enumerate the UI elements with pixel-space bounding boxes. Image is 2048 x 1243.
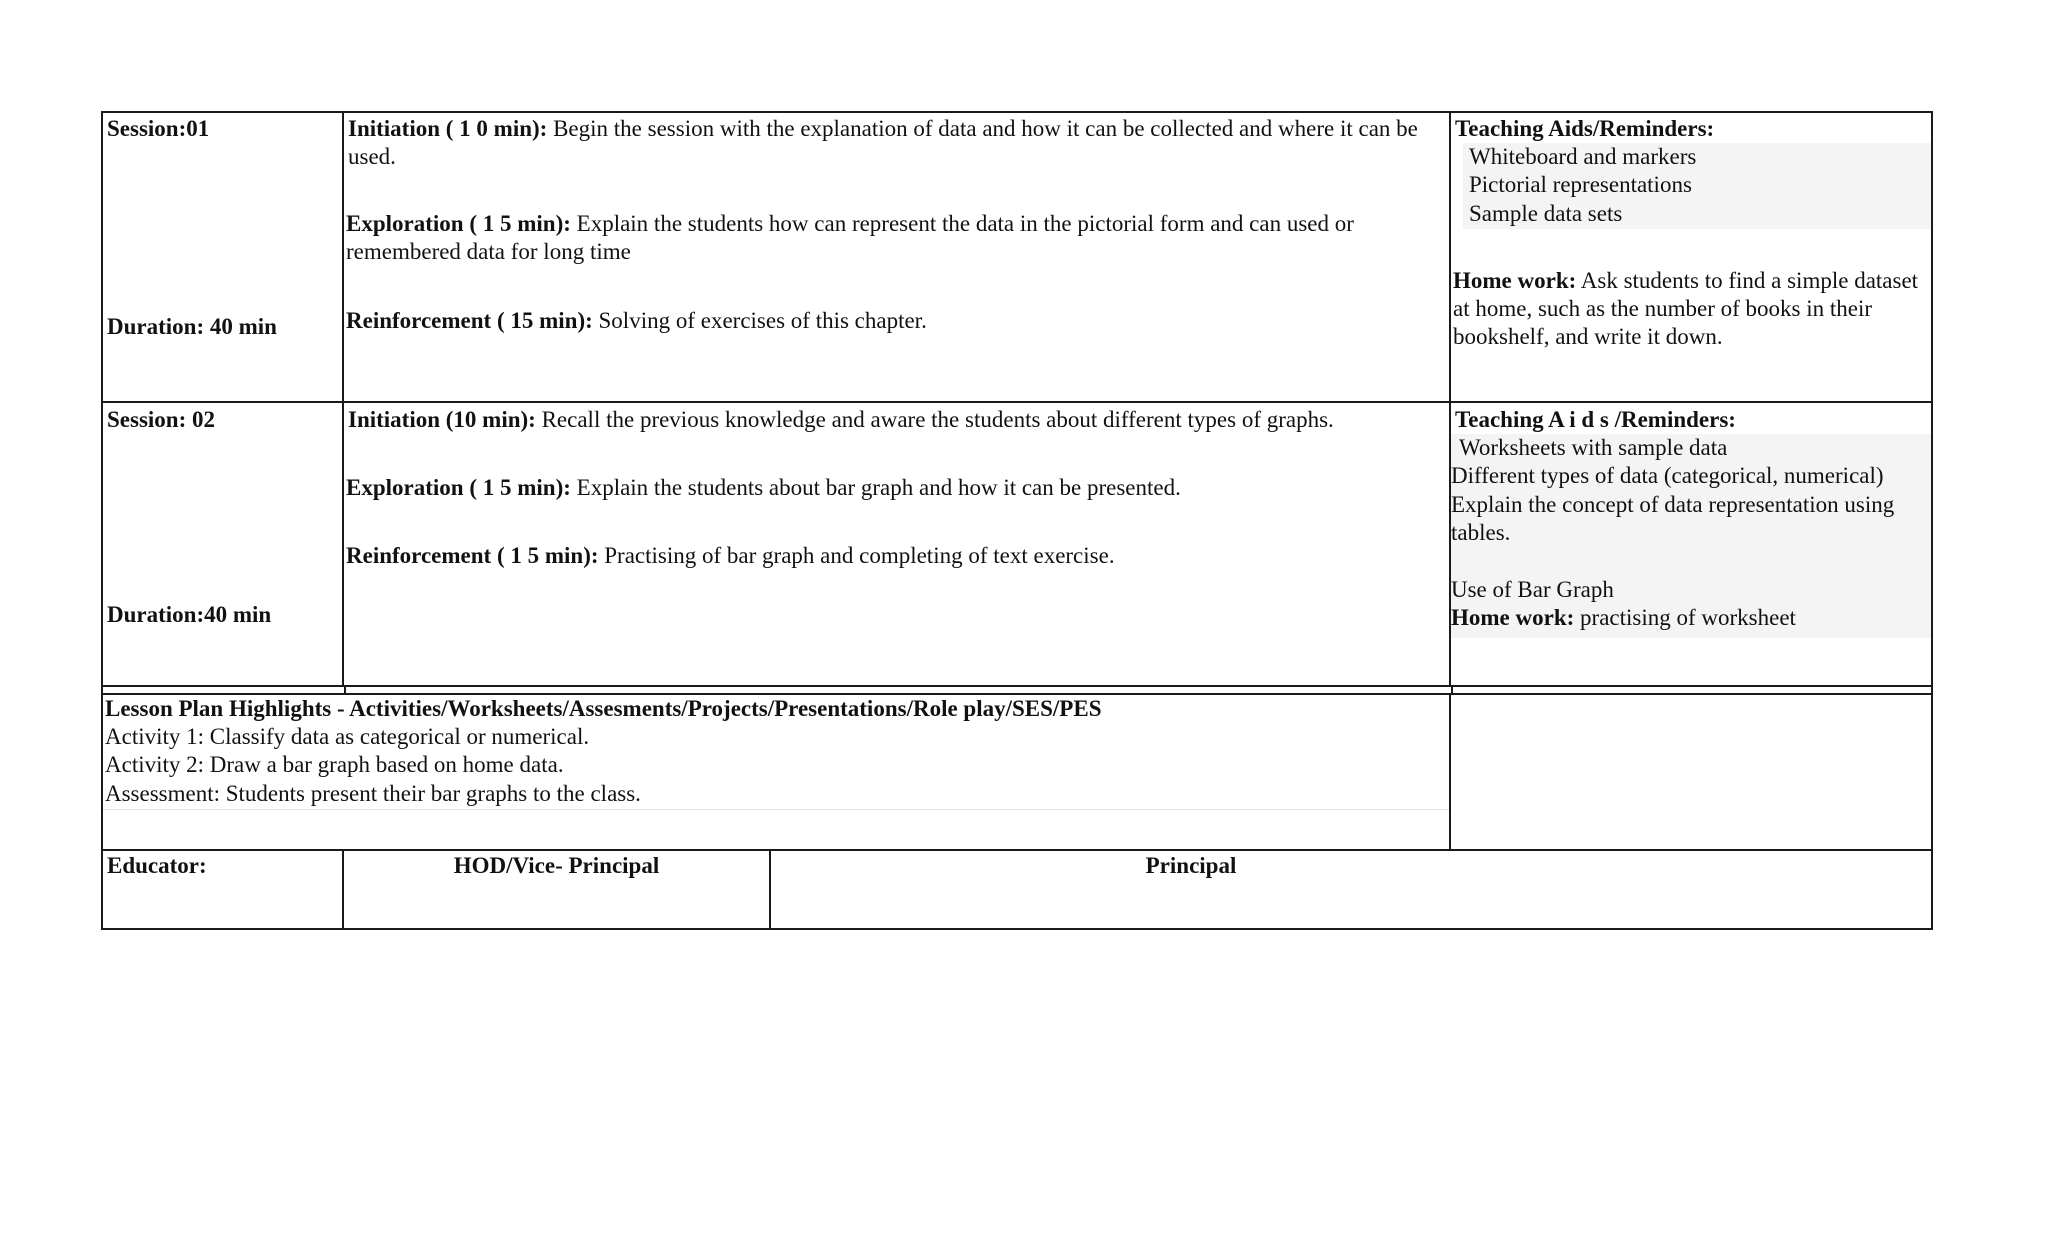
principal-cell [769, 849, 1933, 930]
session1-aids-cell [1449, 111, 1933, 403]
session2-exploration-label: Exploration ( 1 5 min): [346, 475, 571, 500]
session2-activities-cell [342, 401, 1451, 687]
session2-homework-text: practising of worksheet [1574, 605, 1796, 630]
session2-aids-list [1451, 434, 1933, 638]
session2-initiation [348, 406, 1334, 434]
session1-initiation-label: Initiation ( 1 0 min): [348, 116, 548, 141]
highlights-item: Activity 2: Draw a bar graph based on home data. [105, 752, 564, 777]
session2-aids-cell [1449, 401, 1933, 687]
highlights-side-cell [1449, 693, 1933, 851]
session1-label: Session:01 [107, 116, 210, 141]
session1-homework-text: Ask students to find a simple dataset at home, such as the number of books in their bookshelf, and write it down. [1453, 268, 1919, 349]
session1-initiation-text: Begin the session with the explanation of data and how it can be collected and where it can be used. [348, 116, 1418, 169]
session2-aid-item: Use of Bar Graph [1451, 577, 1614, 602]
session1-reinforcement-label: Reinforcement ( 15 min): [346, 308, 593, 333]
session1-aids-title: Teaching Aids/Reminders: [1455, 116, 1715, 141]
session2-exploration [346, 474, 1181, 502]
hod-label: HOD/Vice- Principal [453, 853, 660, 878]
session2-aid-item: Worksheets with sample data [1459, 435, 1728, 460]
session2-reinforcement-text: Practising of bar graph and completing of text exercise. [598, 543, 1115, 568]
educator-cell [101, 849, 344, 930]
session1-aid-item: Whiteboard and markers [1469, 144, 1697, 169]
educator-label: Educator: [107, 853, 207, 878]
session2-aid-item: Different types of data (categorical, numerical) [1451, 463, 1884, 488]
highlights-divider [103, 809, 1451, 810]
session1-reinforcement-text: Solving of exercises of this chapter. [592, 308, 927, 333]
session2-homework [1451, 604, 1796, 632]
highlights-cell [101, 693, 1451, 851]
session1-homework-label: Home work: [1453, 268, 1577, 293]
session1-label-cell [101, 111, 344, 403]
highlights-title: Lesson Plan Highlights - Activities/Worksheets/Assesments/Projects/Presentations/Role play/SES/PES [105, 696, 1102, 721]
session1-aids-list [1463, 143, 1931, 229]
session1-initiation [348, 115, 1438, 171]
session2-reinforcement [346, 542, 1115, 570]
session1-homework [1453, 267, 1929, 351]
session1-reinforcement [346, 307, 927, 335]
session2-initiation-label: Initiation (10 min): [348, 407, 536, 432]
hod-cell [342, 849, 771, 930]
session1-aid-item: Pictorial representations [1469, 172, 1692, 197]
session2-label-cell [101, 401, 344, 687]
session2-aids-title: Teaching A i d s /Reminders: [1455, 407, 1736, 432]
session2-duration: Duration:40 min [107, 602, 272, 627]
highlights-item: Assessment: Students present their bar graphs to the class. [105, 781, 641, 806]
session1-exploration-text: Explain the students how can represent the data in the pictorial form and can used or remembered data for long time [346, 211, 1354, 264]
session2-homework-label: Home work: [1451, 605, 1575, 630]
principal-label: Principal [1145, 853, 1237, 878]
highlights-item: Activity 1: Classify data as categorical or numerical. [105, 724, 590, 749]
session2-exploration-text: Explain the students about bar graph and how it can be presented. [570, 475, 1181, 500]
session1-exploration-label: Exploration ( 1 5 min): [346, 211, 571, 236]
session2-reinforcement-label: Reinforcement ( 1 5 min): [346, 543, 599, 568]
session1-aid-item: Sample data sets [1469, 201, 1623, 226]
session1-duration: Duration: 40 min [107, 314, 277, 339]
session2-initiation-text: Recall the previous knowledge and aware the students about different types of graphs. [535, 407, 1334, 432]
session2-label: Session: 02 [107, 407, 215, 432]
session1-exploration [346, 210, 1436, 266]
session2-aid-item: Explain the concept of data representation using tables. [1451, 492, 1895, 545]
session1-activities-cell [342, 111, 1451, 403]
